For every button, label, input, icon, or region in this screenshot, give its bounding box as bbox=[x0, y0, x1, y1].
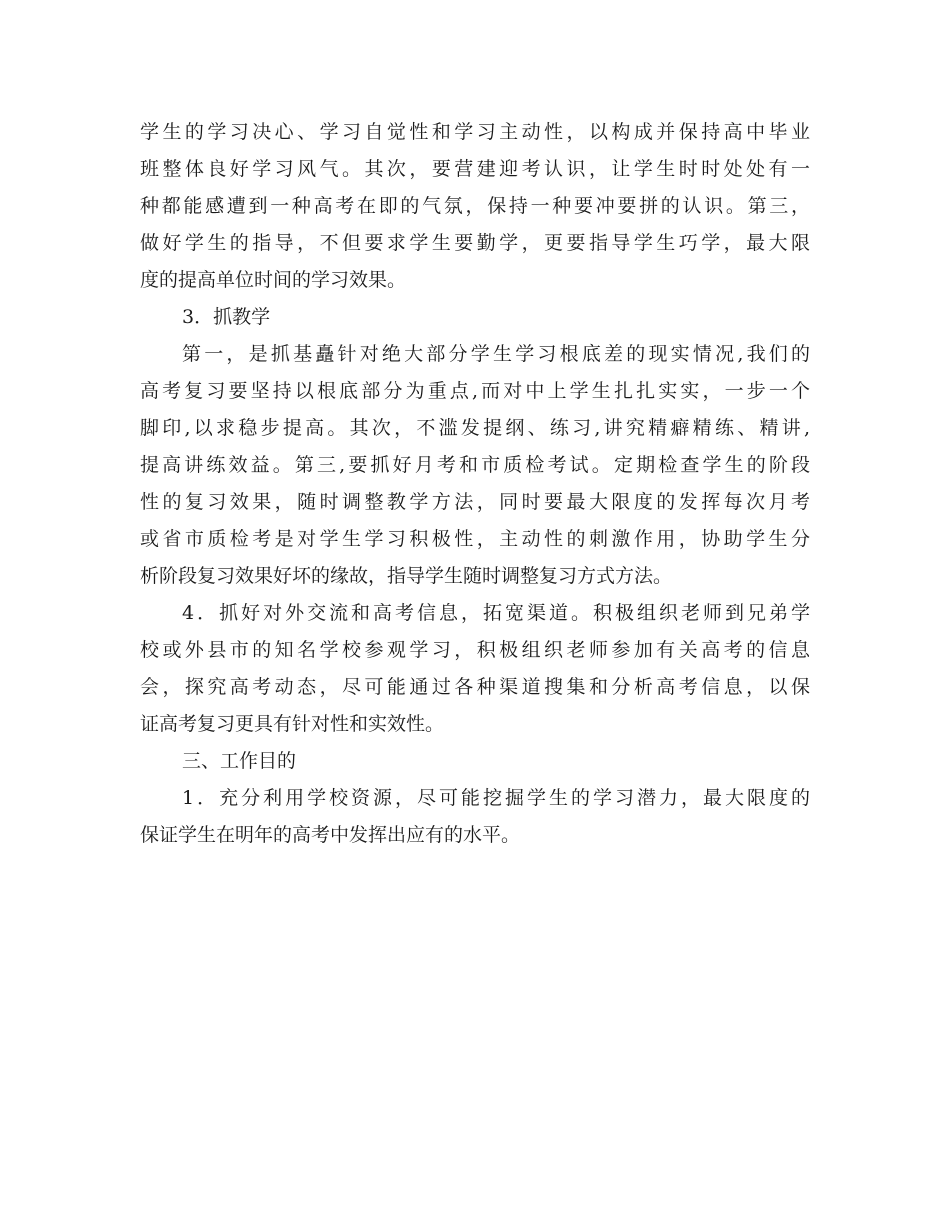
text-line: 第一，是抓基矗针对绝大部分学生学习根底差的现实情况,我们的 bbox=[182, 343, 810, 365]
text-line: 脚印,以求稳步提高。其次，不滥发提纲、练习,讲究精癖精练、精讲, bbox=[140, 417, 810, 439]
text-line: 高考复习要坚持以根底部分为重点,而对中上学生扎扎实实，一步一个 bbox=[140, 380, 810, 402]
document-body bbox=[140, 114, 810, 854]
section-heading: 3．抓教学 bbox=[182, 306, 271, 328]
text-line: 度的提高单位时间的学习效果。 bbox=[140, 269, 407, 291]
text-line: 4．抓好对外交流和高考信息，拓宽渠道。积极组织老师到兄弟学 bbox=[182, 602, 810, 624]
text-line: 1．充分利用学校资源，尽可能挖掘学生的学习潜力，最大限度的 bbox=[182, 787, 810, 809]
text-line: 性的复习效果，随时调整教学方法，同时要最大限度的发挥每次月考 bbox=[140, 491, 810, 513]
text-line: 保证学生在明年的高考中发挥出应有的水平。 bbox=[140, 824, 521, 846]
text-line: 种都能感遭到一种高考在即的气氛，保持一种要冲要拼的认识。第三， bbox=[140, 195, 810, 217]
text-line: 校或外县市的知名学校参观学习，积极组织老师参加有关高考的信息 bbox=[140, 639, 810, 661]
text-line: 班整体良好学习风气。其次，要营建迎考认识，让学生时时处处有一 bbox=[140, 158, 810, 180]
text-line: 学生的学习决心、学习自觉性和学习主动性，以构成并保持高中毕业 bbox=[140, 121, 810, 143]
text-line: 析阶段复习效果好坏的缘故，指导学生随时调整复习方式方法。 bbox=[140, 565, 673, 587]
text-line: 会，探究高考动态，尽可能通过各种渠道搜集和分析高考信息，以保 bbox=[140, 676, 810, 698]
text-line: 做好学生的指导，不但要求学生要勤学，更要指导学生巧学，最大限 bbox=[140, 232, 810, 254]
section-heading: 三、工作目的 bbox=[182, 750, 297, 772]
text-line: 提高讲练效益。第三,要抓好月考和市质检考试。定期检查学生的阶段 bbox=[140, 454, 810, 476]
text-line: 或省市质检考是对学生学习积极性，主动性的刺激作用，协助学生分 bbox=[140, 528, 810, 550]
text-line: 证高考复习更具有针对性和实效性。 bbox=[140, 713, 445, 735]
